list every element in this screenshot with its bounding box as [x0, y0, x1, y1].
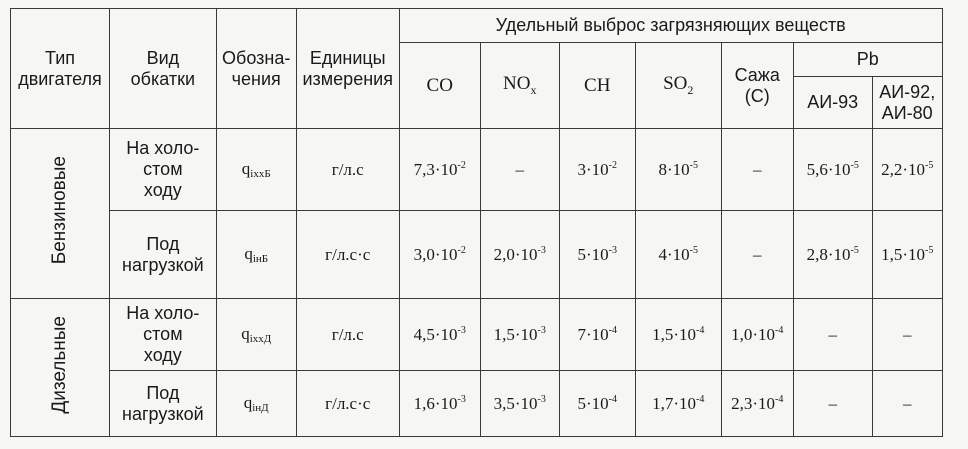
header-nox [480, 43, 559, 129]
units-cell: г/л.с [296, 299, 399, 371]
value-co: $7,3\cdot 10^{-2}$ [399, 129, 480, 211]
value-ch: $7\cdot 10^{-4}$ [559, 299, 635, 371]
units-cell: г/л.с [296, 129, 399, 211]
value-nox: $2,0\cdot 10^{-3}$ [480, 211, 559, 299]
value-co: $3,0\cdot 10^{-2}$ [399, 211, 480, 299]
designation-main: q [241, 323, 250, 343]
value-soot: – [721, 129, 793, 211]
designation-sub: iнД [252, 401, 269, 414]
header-engine-type: Тип двигателя [11, 9, 110, 129]
header-row-1 [11, 9, 943, 43]
designation-cell [216, 129, 296, 211]
value-pb-ai93: $2,8\cdot 10^{-5}$ [793, 211, 872, 299]
designation-cell [216, 299, 296, 371]
so2-main: SO [663, 73, 688, 95]
value-so2: $1,5\cdot 10^{-4}$ [635, 299, 721, 371]
header-ai92: АИ-92, АИ-80 [872, 77, 942, 129]
value-pb-ai93: $5,6\cdot 10^{-5}$ [793, 129, 872, 211]
header-so2 [635, 43, 721, 129]
designation-sub: iнБ [252, 252, 269, 265]
group-diesel-label: Дизельные [49, 315, 71, 414]
designation-sub: iхxД [249, 332, 272, 345]
emissions-table [10, 8, 943, 437]
nox-main: NO [502, 73, 531, 95]
emissions-table-wrapper [10, 8, 943, 437]
run-in-mode: На холо-стом ходу [110, 129, 217, 211]
run-in-mode: На холо-стом ходу [110, 299, 217, 371]
value-pb-ai93: – [793, 299, 872, 371]
table-row [11, 211, 943, 299]
header-ai93: АИ-93 [793, 77, 872, 129]
run-in-mode: Под нагрузкой [110, 371, 217, 437]
value-pb-ai92: $2,2\cdot 10^{-5}$ [872, 129, 942, 211]
header-pb: Pb [793, 43, 942, 77]
units-cell: г/л.с·с [296, 371, 399, 437]
value-soot: $1,0\cdot 10^{-4}$ [721, 299, 793, 371]
designation-sub: iхxБ [250, 167, 271, 180]
so2-sub: 2 [687, 83, 694, 97]
header-co: CO [399, 43, 480, 129]
header-soot: Сажа (С) [721, 43, 793, 129]
designation-main: q [243, 392, 253, 412]
value-so2: $1,7\cdot 10^{-4}$ [635, 371, 721, 437]
designation-cell [216, 371, 296, 437]
table-row [11, 299, 943, 371]
value-pb-ai92: – [872, 299, 942, 371]
value-pb-ai93: – [793, 371, 872, 437]
group-petrol [11, 129, 110, 299]
value-nox: $3,5\cdot 10^{-3}$ [480, 371, 559, 437]
run-in-mode: Под нагрузкой [110, 211, 217, 299]
value-ch: $5\cdot 10^{-4}$ [559, 371, 635, 437]
value-so2: $4\cdot 10^{-5}$ [635, 211, 721, 299]
table-row [11, 371, 943, 437]
group-petrol-label: Бензиновые [49, 156, 71, 265]
value-soot: – [721, 211, 793, 299]
header-ch: CH [559, 43, 635, 129]
value-pb-ai92: $1,5\cdot 10^{-5}$ [872, 211, 942, 299]
value-ch: $5\cdot 10^{-3}$ [559, 211, 635, 299]
group-diesel [11, 299, 110, 437]
units-cell: г/л.с·с [296, 211, 399, 299]
value-co: $4,5\cdot 10^{-3}$ [399, 299, 480, 371]
designation-main: q [244, 243, 253, 263]
designation-cell [216, 211, 296, 299]
value-nox: $1,5\cdot 10^{-3}$ [480, 299, 559, 371]
value-nox: – [480, 129, 559, 211]
header-emissions-group: Удельный выброс загрязняющих веществ [399, 9, 942, 43]
value-ch: $3\cdot 10^{-2}$ [559, 129, 635, 211]
designation-main: q [241, 158, 251, 178]
header-units: Единицы измерения [296, 9, 399, 129]
nox-sub: x [530, 83, 537, 97]
value-pb-ai92: – [872, 371, 942, 437]
value-co: $1,6\cdot 10^{-3}$ [399, 371, 480, 437]
header-designation: Обозна-чения [216, 9, 296, 129]
table-row [11, 129, 943, 211]
header-run-in-type: Вид обкатки [110, 9, 217, 129]
value-soot: $2,3\cdot 10^{-4}$ [721, 371, 793, 437]
value-so2: $8\cdot 10^{-5}$ [635, 129, 721, 211]
